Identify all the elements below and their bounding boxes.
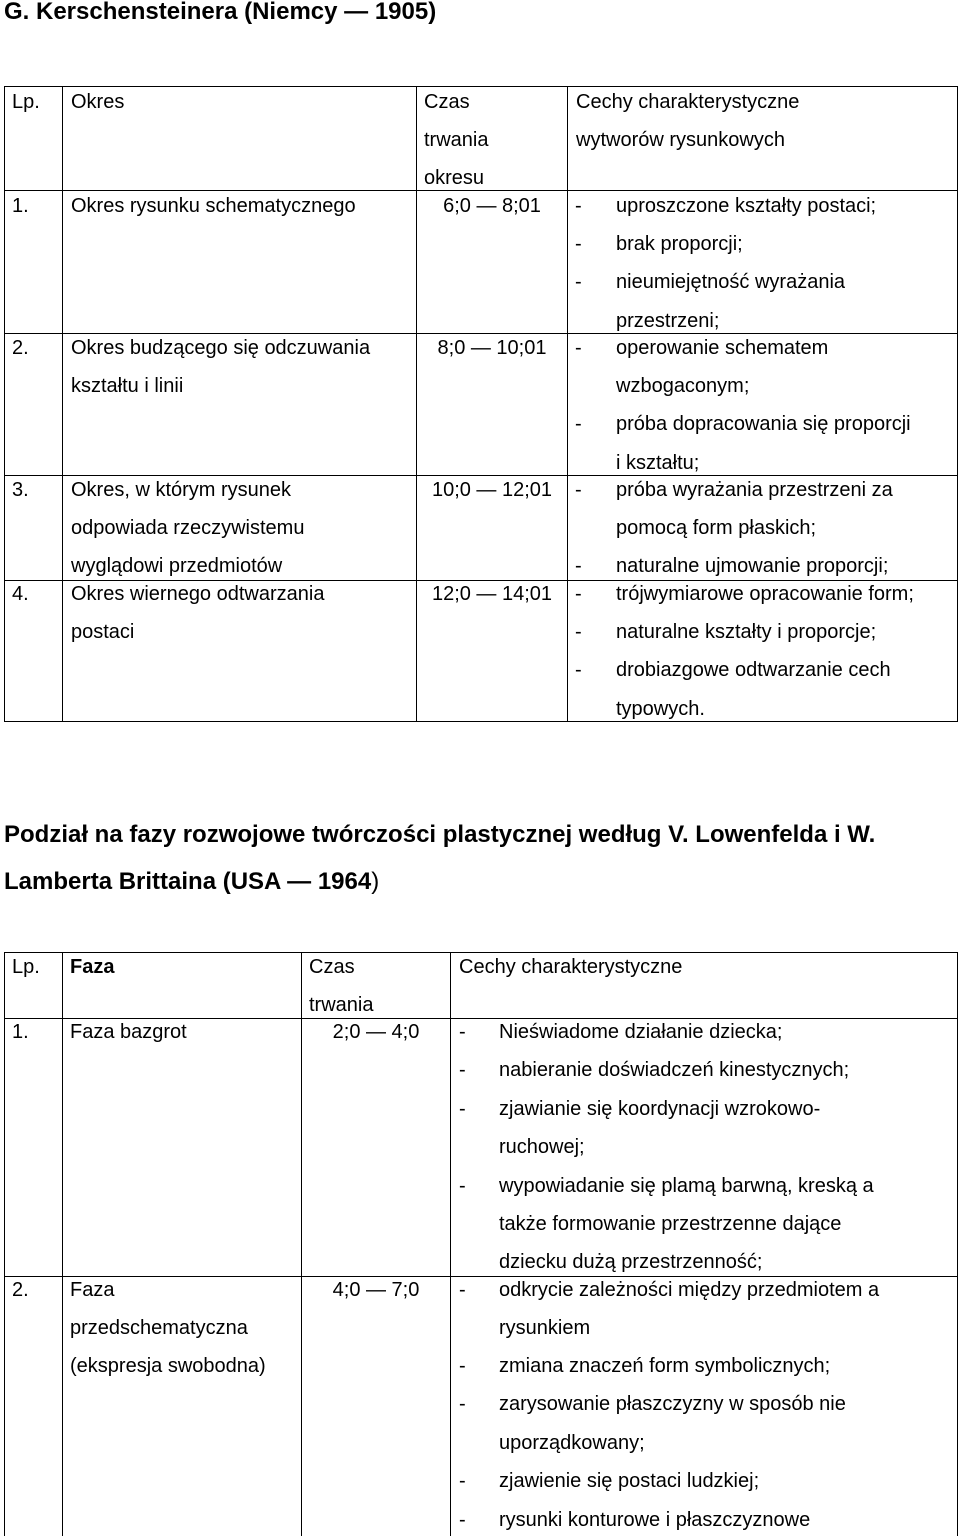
row-czas: 4;0 — 7;0: [332, 1279, 420, 1301]
list-item-cont: typowych.: [616, 698, 705, 720]
row-number: 3.: [12, 479, 29, 501]
row-faza: Faza: [70, 1279, 115, 1301]
list-item: nieumiejętność wyrażania: [616, 271, 846, 293]
row-number: 1.: [12, 195, 29, 217]
row-okres-cont: odpowiada rzeczywistemu: [71, 517, 305, 539]
list-item-cont: także formowanie przestrzenne dające: [499, 1213, 842, 1235]
list-item: operowanie schematem: [616, 337, 829, 359]
row-czas: 8;0 — 10;01: [437, 337, 547, 359]
list-item-cont: rysunkiem: [499, 1317, 591, 1339]
list-item: próba wyrażania przestrzeni za: [616, 479, 893, 501]
list-item: brak proporcji;: [616, 233, 743, 255]
header-cechy-1: Cechy charakterystyczne: [576, 91, 800, 113]
header-okres: Okres: [71, 91, 125, 113]
row-okres: Okres rysunku schematycznego: [71, 195, 356, 217]
header-faza: Faza: [70, 956, 115, 978]
header-czas-1: Czas: [424, 91, 470, 113]
header-czas-1: Czas: [309, 956, 355, 978]
row-okres: Okres wiernego odtwarzania: [71, 583, 325, 605]
list-item: naturalne ujmowanie proporcji;: [616, 555, 889, 577]
section-title-kerschensteiner: G. Kerschensteinera (Niemcy — 1905): [4, 0, 437, 25]
header-czas-2: trwania: [424, 129, 489, 151]
list-item: zjawienie się postaci ludzkiej;: [499, 1470, 760, 1492]
list-item: zarysowanie płaszczyzny w sposób nie: [499, 1393, 846, 1415]
header-czas-2: trwania: [309, 994, 374, 1016]
list-item: nabieranie doświadczeń kinestycznych;: [499, 1059, 850, 1081]
list-item-cont: przestrzeni;: [616, 310, 720, 332]
header-cechy-2: wytworów rysunkowych: [576, 129, 785, 151]
list-item-cont: pomocą form płaskich;: [616, 517, 817, 539]
list-item-cont: ruchowej;: [499, 1136, 585, 1158]
list-item: rysunki konturowe i płaszczyznowe: [499, 1509, 811, 1531]
list-item: uproszczone kształty postaci;: [616, 195, 877, 217]
row-okres: Okres, w którym rysunek: [71, 479, 292, 501]
row-faza-cont: przedschematyczna: [70, 1317, 248, 1339]
list-item: zmiana znaczeń form symbolicznych;: [499, 1355, 831, 1377]
section-title-lowenfeld: Podział na fazy rozwojowe twórczości plastycznej według V. Lowenfelda i W. Lamberta Brittaina (USA — 1964): [4, 821, 876, 895]
header-cechy: Cechy charakterystyczne: [459, 956, 683, 978]
list-item-cont: dziecku dużą przestrzenność;: [499, 1251, 763, 1273]
list-item: drobiazgowe odtwarzanie cech: [616, 659, 891, 681]
row-czas: 6;0 — 8;01: [443, 195, 541, 217]
row-number: 2.: [12, 337, 29, 359]
row-czas: 10;0 — 12;01: [431, 479, 553, 501]
row-okres-cont: wyglądowi przedmiotów: [71, 555, 283, 577]
header-lp: Lp.: [12, 956, 40, 978]
list-item-cont: i kształtu;: [616, 452, 700, 474]
header-lp: Lp.: [12, 91, 40, 113]
list-item-cont: uporządkowany;: [499, 1432, 645, 1454]
row-okres-cont: kształtu i linii: [71, 375, 184, 397]
row-number: 1.: [12, 1021, 29, 1043]
row-okres-cont: postaci: [71, 621, 135, 643]
row-faza-cont: (ekspresja swobodna): [70, 1355, 266, 1377]
list-item: próba dopracowania się proporcji: [616, 413, 911, 435]
row-czas: 2;0 — 4;0: [332, 1021, 420, 1043]
header-czas-3: okresu: [424, 167, 485, 189]
row-czas: 12;0 — 14;01: [431, 583, 553, 605]
list-item: naturalne kształty i proporcje;: [616, 621, 877, 643]
list-item-cont: wzbogaconym;: [616, 375, 750, 397]
list-item: wypowiadanie się plamą barwną, kreską a: [499, 1175, 874, 1197]
row-okres: Okres budzącego się odczuwania: [71, 337, 371, 359]
list-item: trójwymiarowe opracowanie form;: [616, 583, 914, 605]
list-item: Nieświadome działanie dziecka;: [499, 1021, 783, 1043]
list-item: zjawianie się koordynacji wzrokowo-: [499, 1098, 821, 1120]
row-number: 2.: [12, 1279, 29, 1301]
row-faza: Faza bazgrot: [70, 1021, 187, 1043]
list-item: odkrycie zależności między przedmiotem a: [499, 1279, 880, 1301]
row-number: 4.: [12, 583, 29, 605]
